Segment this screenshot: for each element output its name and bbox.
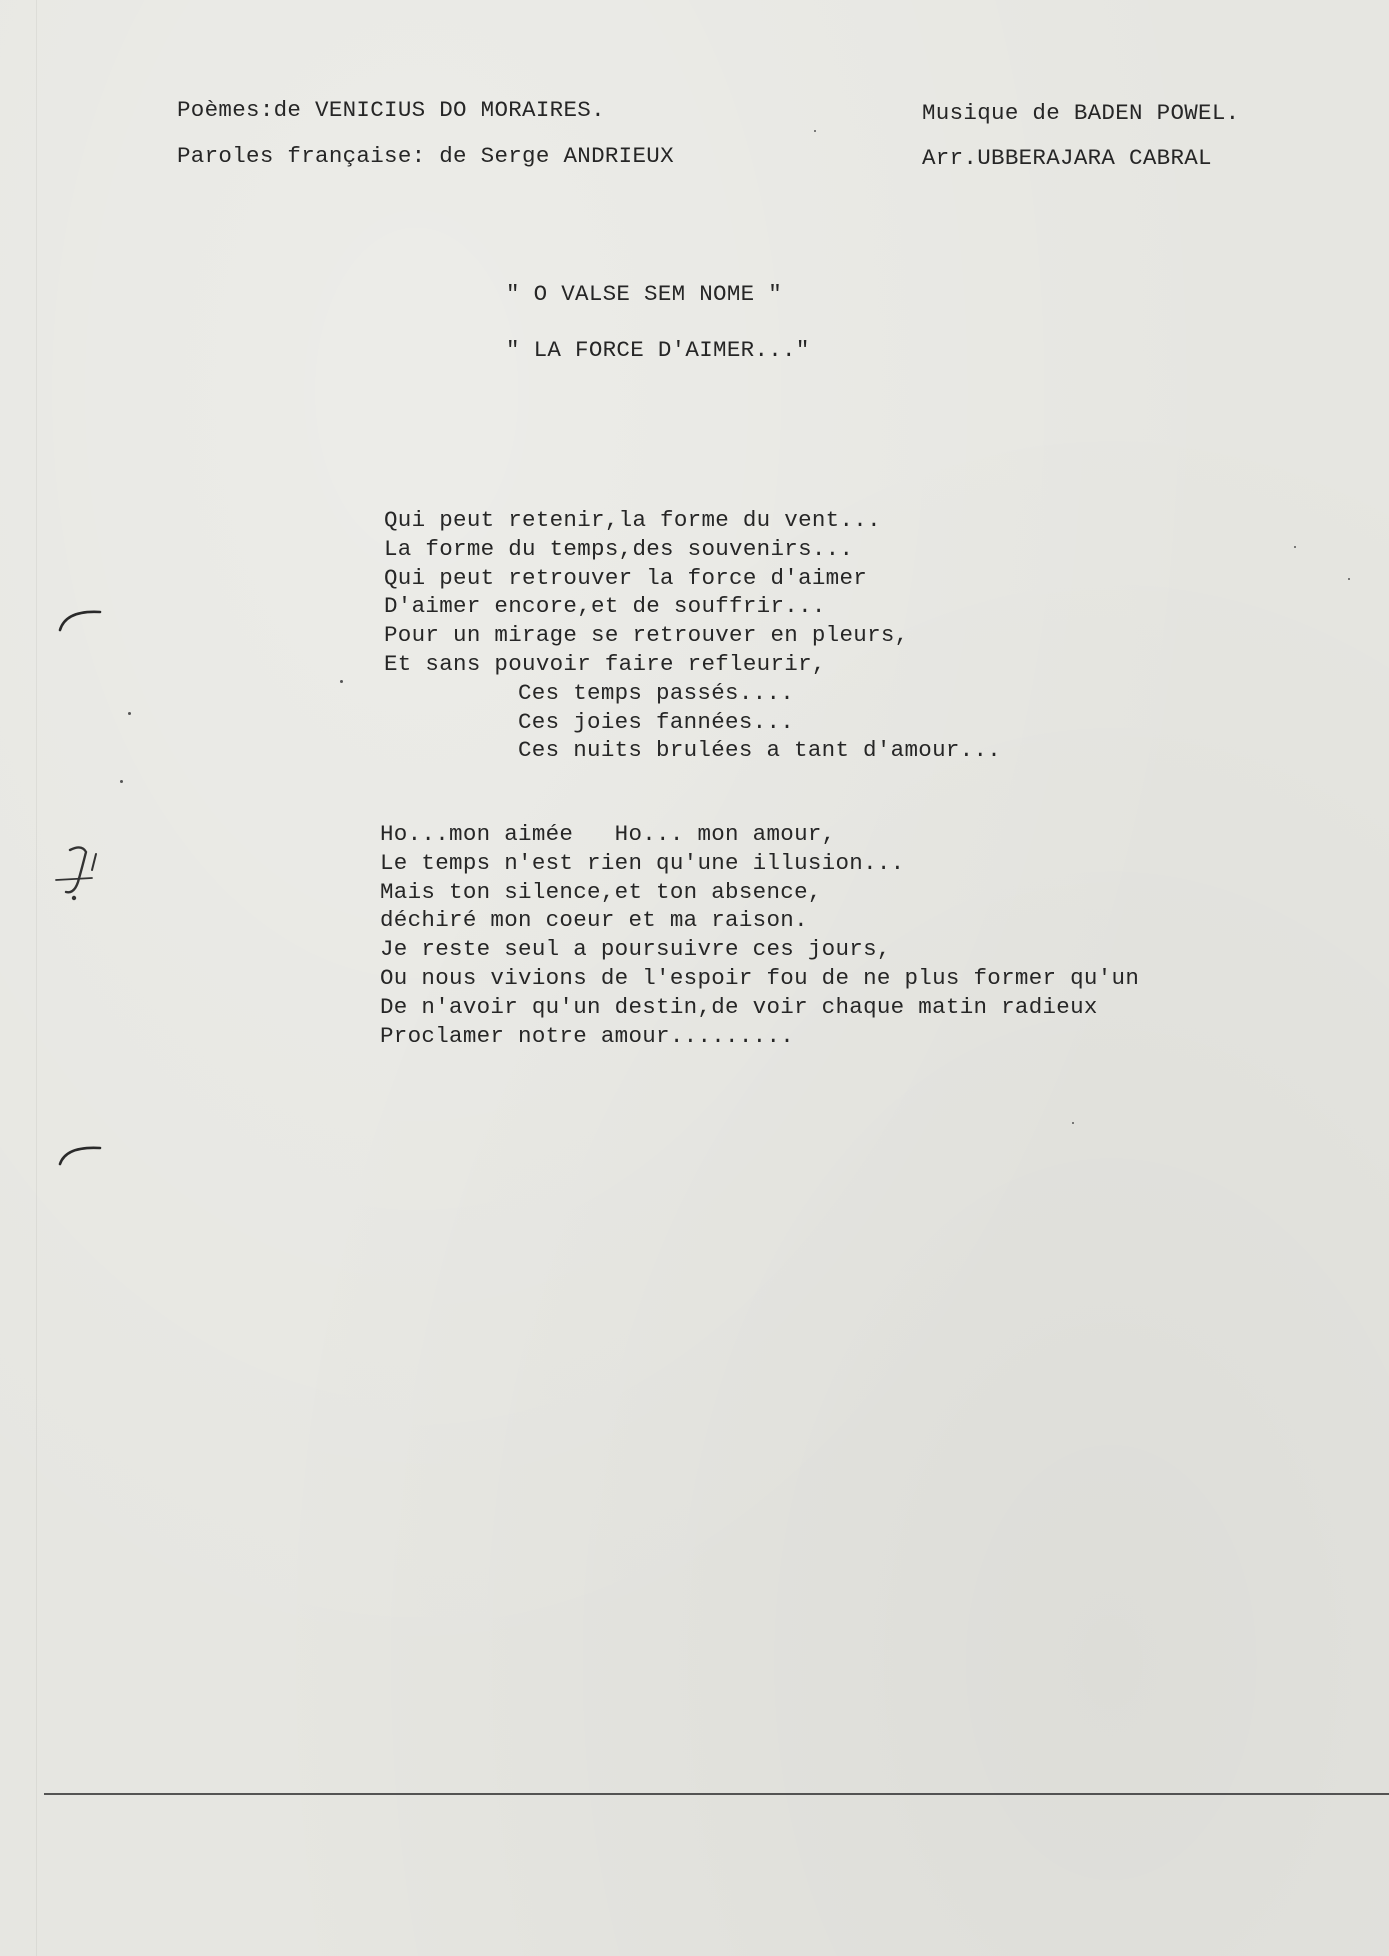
lyric-line: Proclamer notre amour......... bbox=[380, 1022, 795, 1049]
lyrics-credit: Paroles française: de Serge ANDRIEUX bbox=[177, 143, 674, 169]
poems-credit: Poèmes:de VENICIUS DO MORAIRES. bbox=[177, 97, 605, 123]
ink-speck bbox=[340, 680, 343, 683]
stanza-first bbox=[384, 506, 1001, 765]
lyric-line: Qui peut retenir,la forme du vent... bbox=[384, 507, 881, 533]
ink-speck bbox=[1348, 578, 1350, 580]
lyric-line: De n'avoir qu'un destin,de voir chaque matin radieux bbox=[380, 993, 1098, 1020]
song-title-french: " LA FORCE D'AIMER..." bbox=[506, 337, 810, 363]
lyric-line: Je reste seul a poursuivre ces jours, bbox=[380, 936, 891, 963]
pen-tick-mark-icon bbox=[56, 1134, 106, 1170]
stanza-second bbox=[380, 820, 1139, 1050]
handwritten-symbol-icon bbox=[52, 842, 122, 902]
pen-tick-mark-icon bbox=[56, 600, 106, 636]
lyric-line: Le temps n'est rien qu'une illusion... bbox=[380, 849, 905, 876]
lyric-line: D'aimer encore,et de souffrir... bbox=[384, 593, 826, 620]
lyric-line-indented: Ces temps passés.... bbox=[518, 679, 795, 706]
lyric-line: La forme du temps,des souvenirs... bbox=[384, 535, 854, 562]
ink-speck bbox=[1072, 1122, 1074, 1124]
lyric-line: Ho...mon aimée Ho... mon amour, bbox=[380, 821, 836, 847]
song-title-original: " O VALSE SEM NOME " bbox=[506, 281, 783, 307]
lyric-line: Et sans pouvoir faire refleurir, bbox=[384, 650, 826, 677]
ink-speck bbox=[1294, 546, 1296, 548]
arrangement-credit: Arr.UBBERAJARA CABRAL bbox=[922, 145, 1212, 171]
page-bottom-rule bbox=[44, 1793, 1389, 1795]
lyric-line: Pour un mirage se retrouver en pleurs, bbox=[384, 622, 909, 649]
lyric-line: Qui peut retrouver la force d'aimer bbox=[384, 564, 868, 591]
ink-speck bbox=[120, 780, 123, 783]
lyric-line: Mais ton silence,et ton absence, bbox=[380, 878, 822, 905]
ink-speck bbox=[128, 712, 131, 715]
music-credit: Musique de BADEN POWEL. bbox=[922, 100, 1240, 126]
lyric-line: Ou nous vivions de l'espoir fou de ne plus former qu'un bbox=[380, 964, 1140, 991]
paper-edge-shadow bbox=[36, 0, 37, 1956]
lyric-line-indented: Ces nuits brulées a tant d'amour... bbox=[518, 737, 1002, 764]
ink-speck bbox=[814, 130, 816, 132]
lyric-line-indented: Ces joies fannées... bbox=[518, 708, 795, 735]
lyric-line: déchiré mon coeur et ma raison. bbox=[380, 907, 808, 934]
